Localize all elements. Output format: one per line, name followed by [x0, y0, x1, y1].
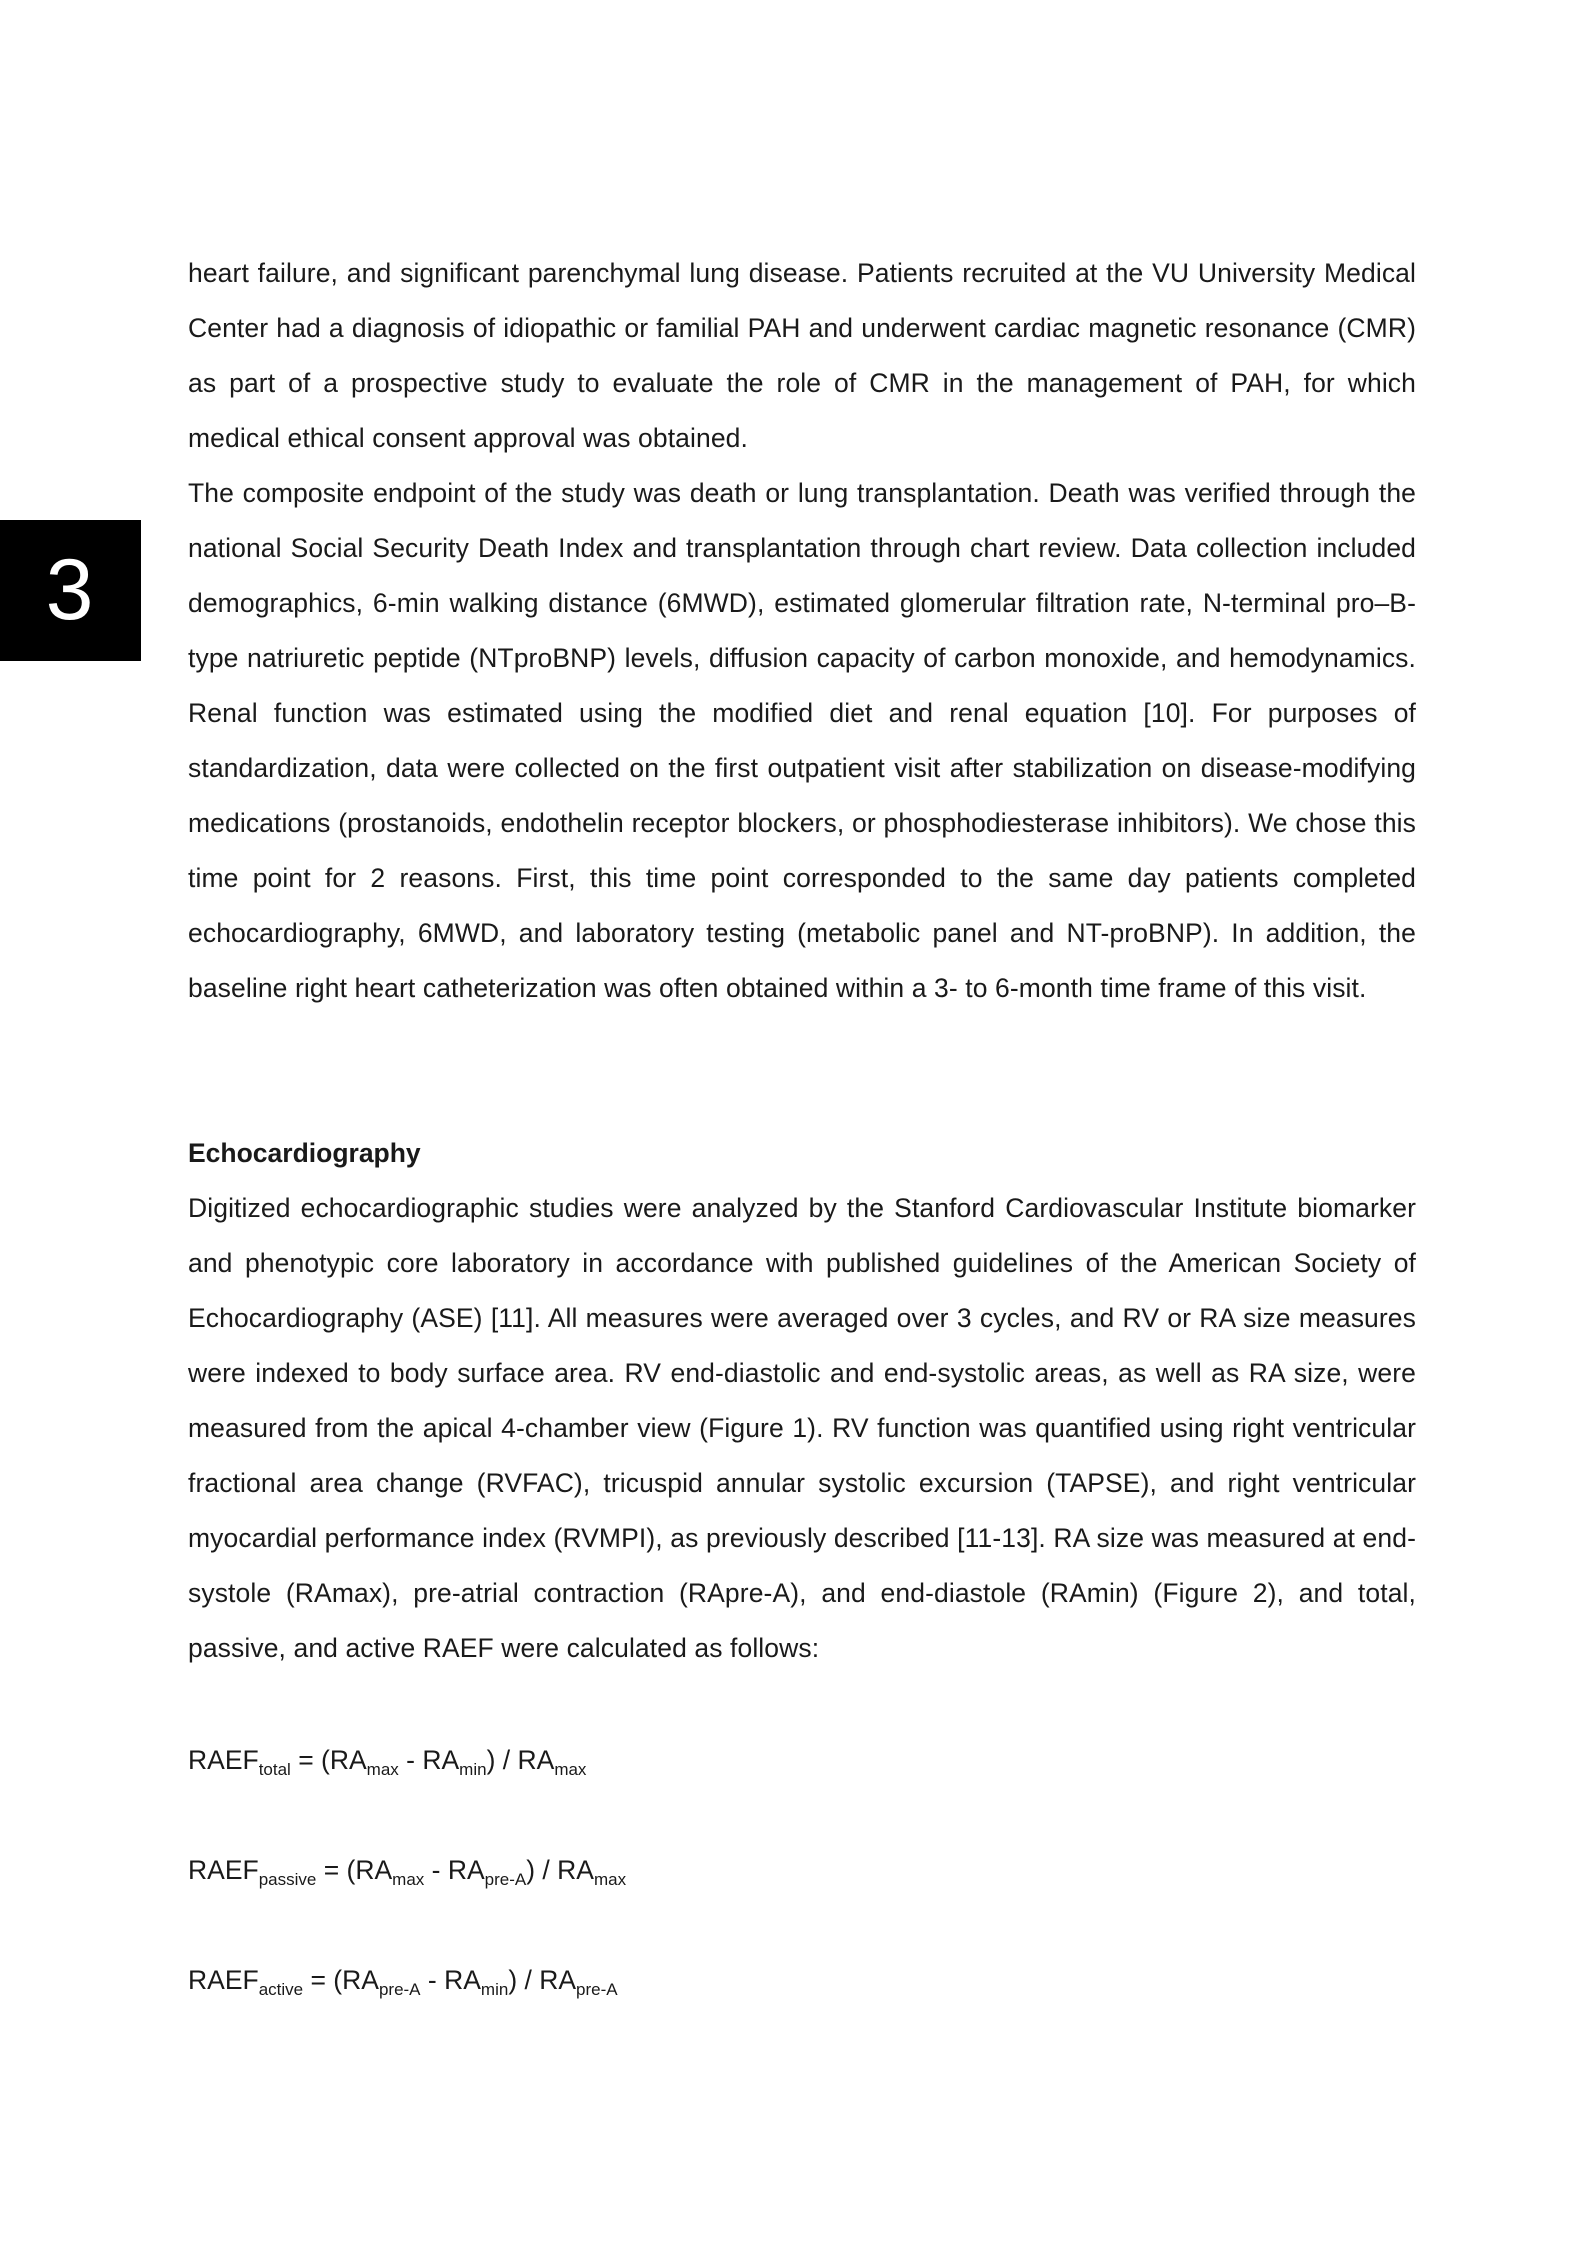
- equation-raef-active: [188, 1960, 618, 2000]
- eq-term: - RA: [424, 1855, 485, 1885]
- eq-subscript: pre-A: [576, 1980, 618, 1999]
- eq-term: ) / RA: [486, 1745, 555, 1775]
- eq-subscript: max: [593, 1870, 627, 1889]
- eq-subscript: min: [480, 1980, 509, 1999]
- equation-raef-total: [188, 1740, 586, 1780]
- paragraph-endpoint-data-collection: The composite endpoint of the study was death or lung transplantation. Death was verified through the national Social Security Death Index and transplantation through chart review. Data collection included demographics, 6-min walking distance (6MWD), estimated glomerular filtration rate, N-terminal pro–B-type natriuretic peptide (NTproBNP) levels, diffusion capacity of carbon monoxide, and hemodynamics. Renal function was estimated using the modified diet and renal equation [10]. For purposes of standardization, data were collected on the first outpatient visit after stabilization on disease-modifying medications (prostanoids, endothelin receptor blockers, or phosphodiesterase inhibitors). We chose this time point for 2 reasons. First, this time point corresponded to the same day patients completed echocardiography, 6MWD, and laboratory testing (metabolic panel and NT-proBNP). In addition, the baseline right heart catheterization was often obtained within a 3- to 6-month time frame of this visit.: [188, 478, 1416, 1003]
- eq-term: = (RA: [290, 1745, 367, 1775]
- eq-lhs: RAEF: [188, 1855, 259, 1885]
- paragraph-echocardiography: Digitized echocardiographic studies were analyzed by the Stanford Cardiovascular Institute biomarker and phenotypic core laboratory in accordance with published guidelines of the American Society of Echocardiography (ASE) [11]. All measures were averaged over 3 cycles, and RV or RA size measures were indexed to body surface area. RV end-diastolic and end-systolic areas, as well as RA size, were measured from the apical 4-chamber view (Figure 1). RV function was quantified using right ventricular fractional area change (RVFAC), tricuspid annular systolic excursion (TAPSE), and right ventricular myocardial performance index (RVMPI), as previously described [11-13]. RA size was measured at end-systole (RAmax), pre-atrial contraction (RApre-A), and end-diastole (RAmin) (Figure 2), and total, passive, and active RAEF were calculated as follows:: [188, 1193, 1416, 1663]
- eq-term: - RA: [420, 1965, 481, 1995]
- eq-lhs: RAEF: [188, 1965, 259, 1995]
- body-text-lower: [188, 1181, 1416, 1676]
- eq-subscript: min: [459, 1760, 487, 1779]
- chapter-number-tab: 3: [0, 520, 141, 661]
- eq-term: = (RA: [316, 1855, 393, 1885]
- eq-subscript: pre-A: [378, 1980, 421, 1999]
- eq-lhs: RAEF: [188, 1745, 259, 1775]
- eq-term: ) / RA: [508, 1965, 577, 1995]
- eq-term: = (RA: [303, 1965, 379, 1995]
- eq-term: - RA: [398, 1745, 460, 1775]
- equation-raef-passive: [188, 1850, 626, 1890]
- eq-subscript: active: [258, 1980, 304, 1999]
- eq-subscript: max: [392, 1870, 425, 1889]
- section-heading-echocardiography: Echocardiography: [188, 1138, 421, 1168]
- eq-subscript: passive: [258, 1870, 317, 1889]
- eq-subscript: max: [366, 1760, 399, 1779]
- paragraph-patient-recruitment: heart failure, and significant parenchymal lung disease. Patients recruited at the VU University Medical Center had a diagnosis of idiopathic or familial PAH and underwent cardiac magnetic resonance (CMR) as part of a prospective study to evaluate the role of CMR in the management of PAH, for which medical ethical consent approval was obtained.: [188, 258, 1416, 453]
- eq-term: ) / RA: [526, 1855, 594, 1885]
- eq-subscript: pre-A: [484, 1870, 527, 1889]
- body-text-upper: [188, 246, 1416, 1016]
- eq-subscript: max: [554, 1760, 587, 1779]
- eq-subscript: total: [258, 1760, 291, 1779]
